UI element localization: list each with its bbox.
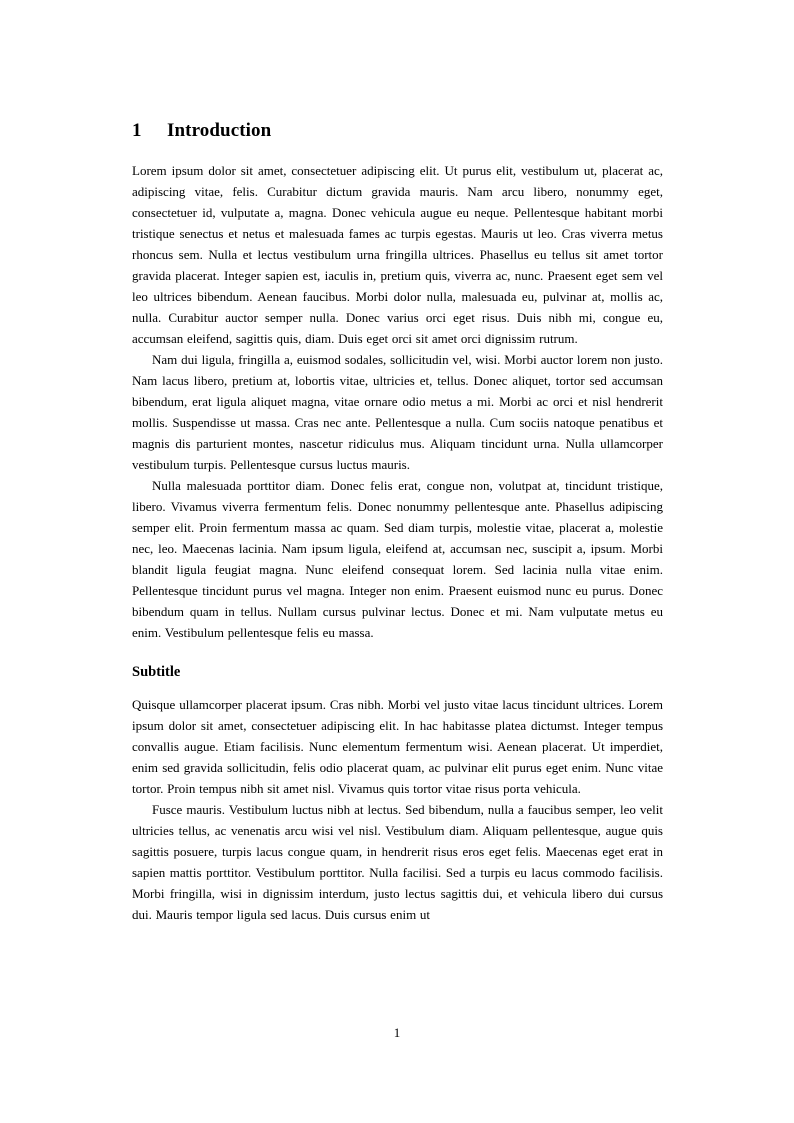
- subtitle-paragraph-1: Quisque ullamcorper placerat ipsum. Cras nibh. Morbi vel justo vitae lacus tincidunt ultrices. Lorem ipsum dolor sit amet, consectetuer adipiscing elit. In hac habitasse platea dictumst. Integer tempus convallis augue. Etiam facilisis. Nunc elementum fermentum wisi. Aenean placerat. Ut imperdiet, enim sed gravida sollicitudin, felis odio placerat quam, ac pulvinar elit purus eget enim. Nunc vitae tortor. Proin tempus nibh sit amet nisl. Vivamus quis tortor vitae risus porta vehicula.: [132, 697, 663, 796]
- section-heading: [132, 121, 663, 141]
- intro-paragraph-1: Lorem ipsum dolor sit amet, consectetuer adipiscing elit. Ut purus elit, vestibulum ut, placerat ac, adipiscing vitae, felis. Curabitur dictum gravida mauris. Nam arcu libero, nonummy eget, consectetuer id, vulputate a, magna. Donec vehicula augue eu neque. Pellentesque habitant morbi tristique senectus et netus et malesuada fames ac turpis egestas. Mauris ut leo. Cras viverra metus rhoncus sem. Nulla et lectus vestibulum urna fringilla ultrices. Phasellus eu tellus sit amet tortor gravida placerat. Integer sapien est, iaculis in, pretium quis, viverra ac, nunc. Praesent eget sem vel leo ultrices bibendum. Aenean faucibus. Morbi dolor nulla, malesuada eu, pulvinar at, mollis ac, nulla. Curabitur auctor semper nulla. Donec varius orci eget risus. Duis nibh mi, congue eu, accumsan eleifend, sagittis quis, diam. Duis eget orci sit amet orci dignissim rutrum.: [132, 163, 663, 346]
- page-footer: [0, 1022, 794, 1043]
- intro-paragraph-3: Nulla malesuada porttitor diam. Donec felis erat, congue non, volutpat at, tincidunt tristique, libero. Vivamus viverra fermentum felis. Donec nonummy pellentesque ante. Phasellus adipiscing semper elit. Proin fermentum massa ac quam. Sed diam turpis, molestie vitae, placerat a, molestie nec, leo. Maecenas lacinia. Nam ipsum ligula, eleifend at, accumsan nec, suscipit a, ipsum. Morbi blandit ligula feugiat magna. Nunc eleifend consequat lorem. Sed lacinia nulla vitae enim. Pellentesque tincidunt purus vel magna. Integer non enim. Praesent euismod nunc eu purus. Donec bibendum quam in tellus. Nullam cursus pulvinar lectus. Donec et mi. Nam vulputate metus eu enim. Vestibulum pellentesque felis eu massa.: [132, 478, 663, 640]
- page-number: 1: [393, 1025, 401, 1040]
- subtitle-heading: Subtitle: [132, 664, 181, 680]
- subtitle-paragraph-2: Fusce mauris. Vestibulum luctus nibh at lectus. Sed bibendum, nulla a faucibus semper, leo velit ultricies tellus, ac venenatis arcu wisi vel nisl. Vestibulum diam. Aliquam pellentesque, augue quis sagittis posuere, turpis lacus congue quam, in hendrerit risus eros eget felis. Maecenas eget erat in sapien mattis porttitor. Vestibulum porttitor. Nulla facilisi. Sed a turpis eu lacus commodo facilisis. Morbi fringilla, wisi in dignissim interdum, justo lectus sagittis dui, et vehicula libero dui cursus dui. Mauris tempor ligula sed lacus. Duis cursus enim ut: [132, 802, 663, 922]
- section-number: 1: [132, 120, 142, 141]
- intro-paragraph-2: Nam dui ligula, fringilla a, euismod sodales, sollicitudin vel, wisi. Morbi auctor lorem non justo. Nam lacus libero, pretium at, lobortis vitae, ultricies et, tellus. Donec aliquet, tortor sed accumsan bibendum, erat ligula aliquet magna, vitae ornare odio metus a mi. Morbi ac orci et nisl hendrerit mollis. Suspendisse ut massa. Cras nec ante. Pellentesque a nulla. Cum sociis natoque penatibus et magnis dis parturient montes, nascetur ridiculus mus. Aliquam tincidunt urna. Nulla ullamcorper vestibulum turpis. Pellentesque cursus luctus mauris.: [132, 352, 663, 472]
- page-content: [132, 121, 663, 925]
- section-title: Introduction: [167, 120, 272, 141]
